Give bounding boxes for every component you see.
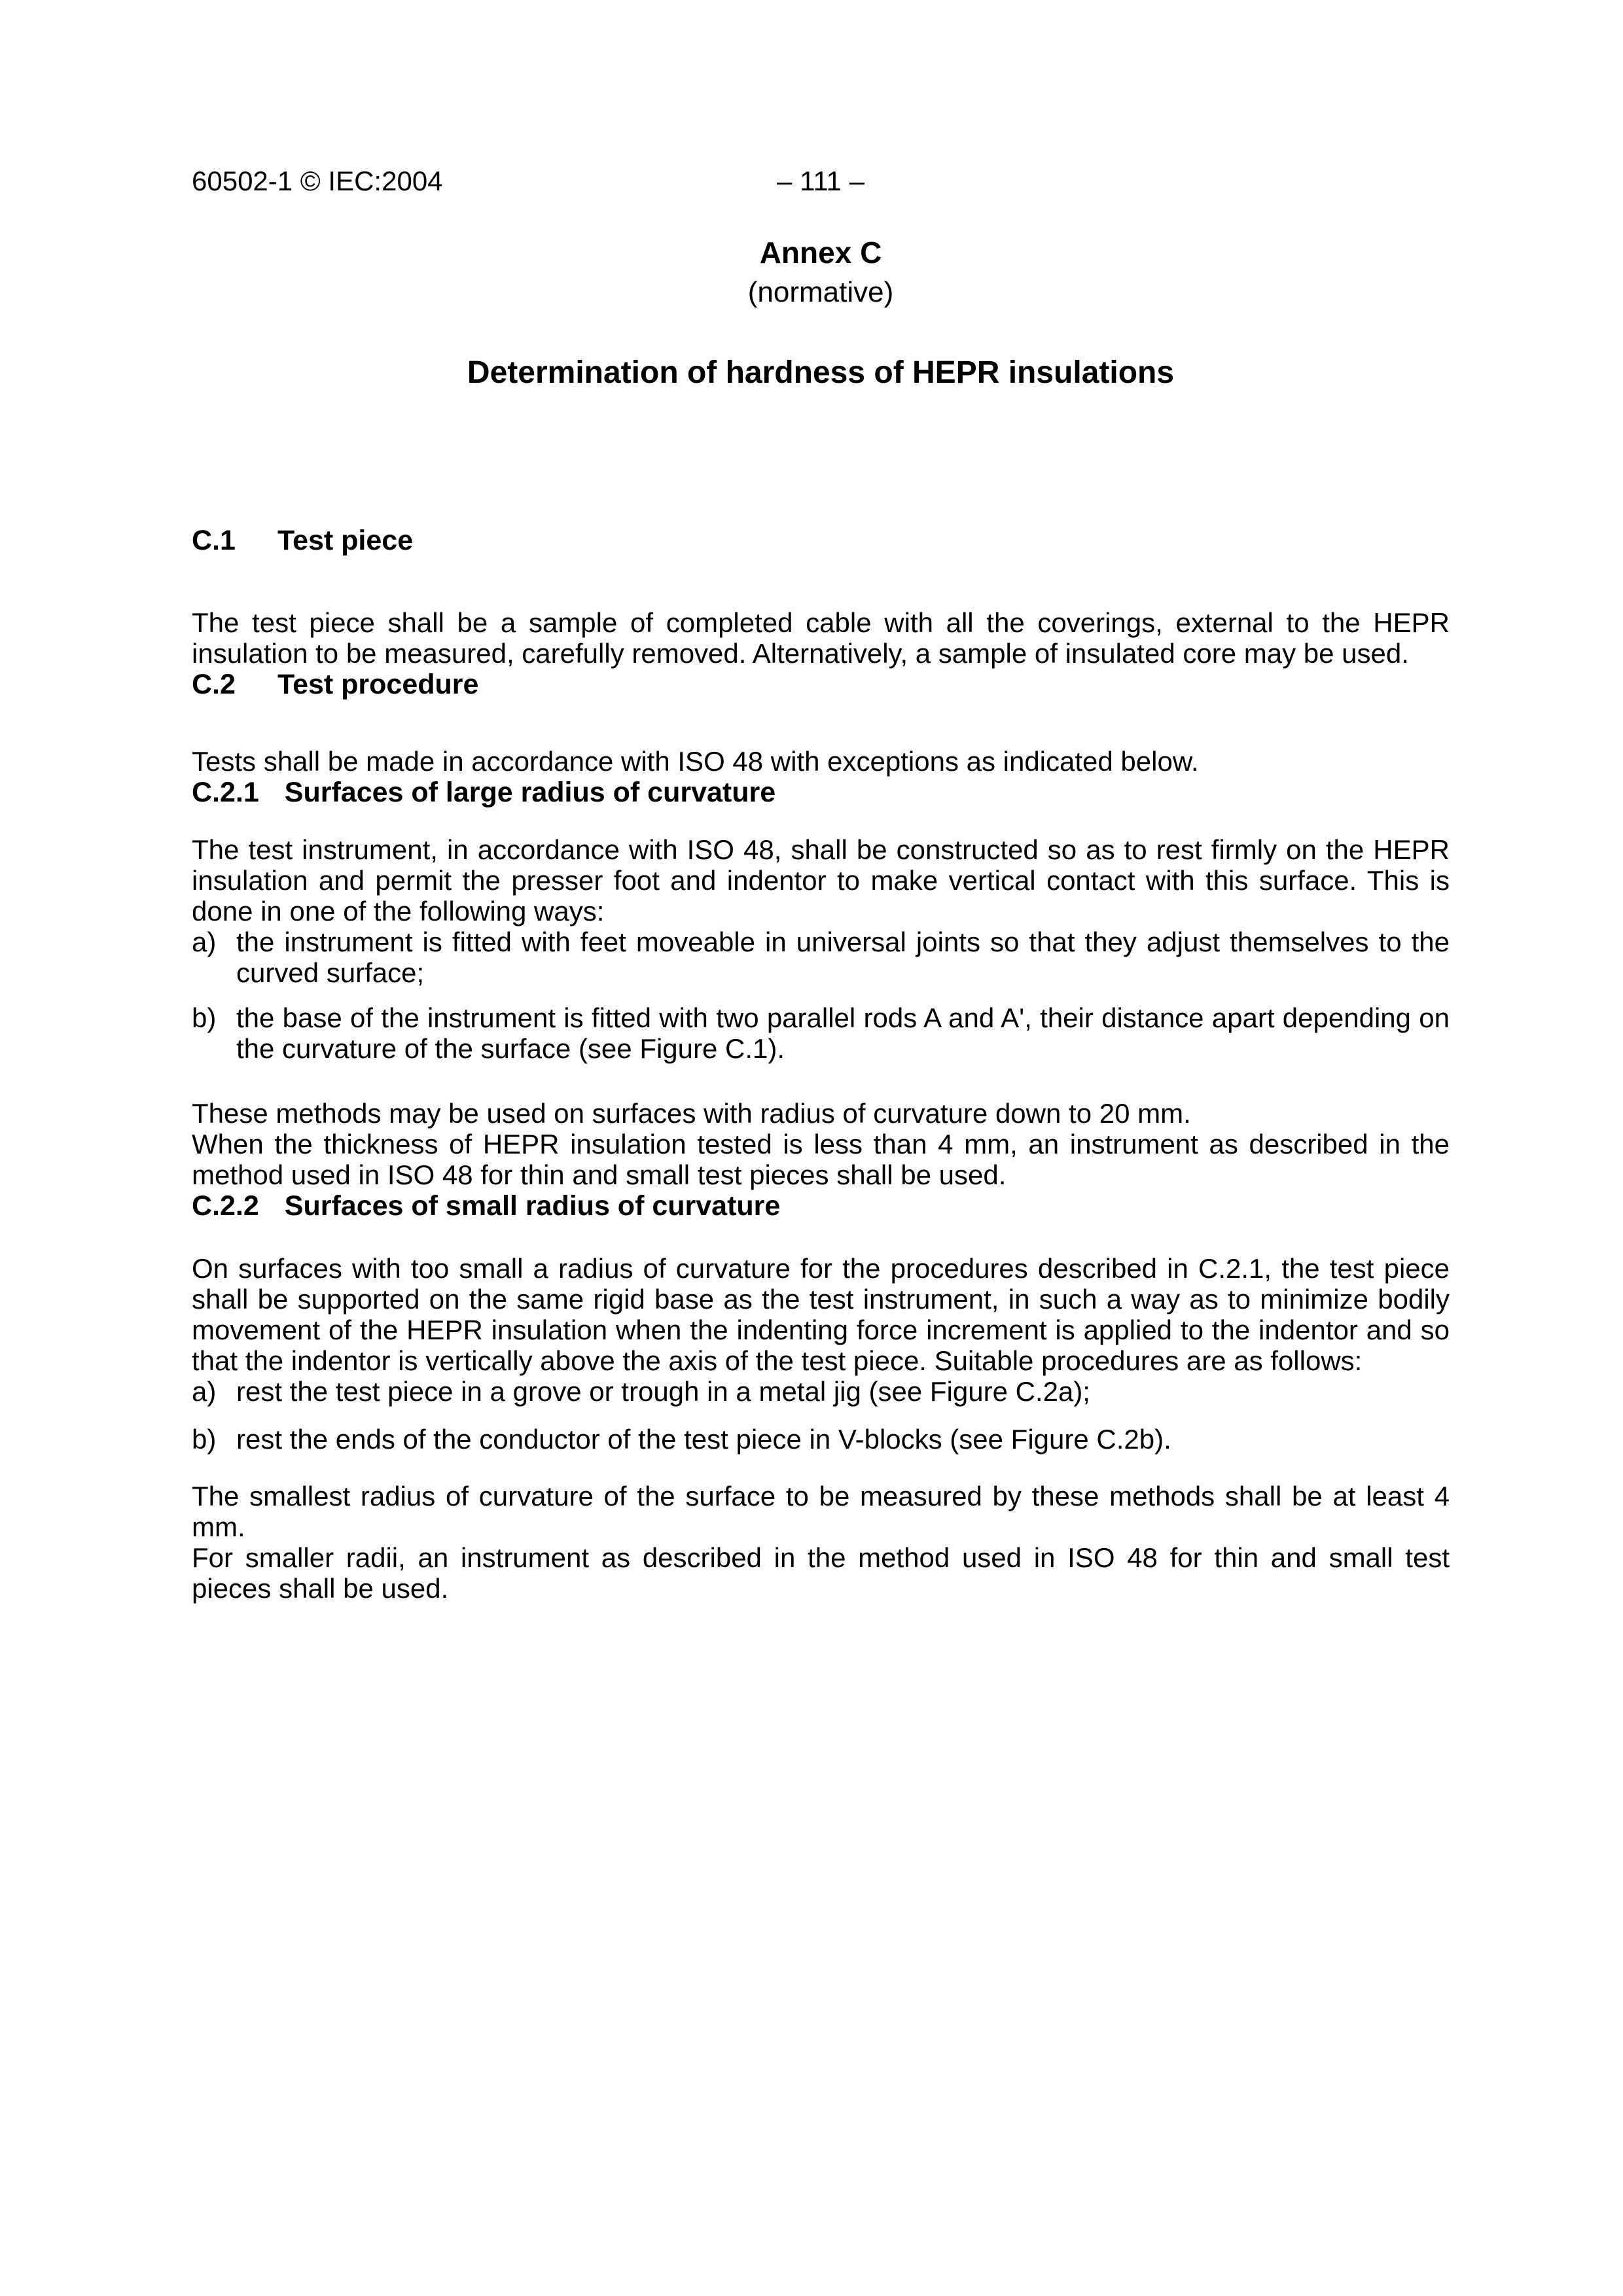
paragraph-c22-smallest-radius: The smallest radius of curvature of the surface to be measured by these methods shall be at least 4 mm. <box>192 1481 1450 1542</box>
section-number: C.2.2 <box>192 1190 259 1222</box>
page-header <box>192 166 1450 196</box>
section-heading-c2 <box>192 669 1450 700</box>
list-marker: b) <box>192 1002 217 1033</box>
annex-title: Determination of hardness of HEPR insulations <box>467 355 1175 390</box>
paragraph-c22-smaller-radii: For smaller radii, an instrument as described in the method used in ISO 48 for thin and small test pieces shall be used. <box>192 1542 1450 1604</box>
section-heading-c21 <box>192 777 1450 808</box>
section-title: Surfaces of large radius of curvature <box>284 777 776 808</box>
annex-status: (normative) <box>747 276 894 308</box>
section-heading-c22 <box>192 1190 1450 1222</box>
list-text: rest the ends of the conductor of the test piece in V-blocks (see Figure C.2b). <box>236 1424 1171 1455</box>
section-number: C.1 <box>192 525 236 556</box>
section-title: Surfaces of small radius of curvature <box>284 1190 781 1222</box>
paragraph-c21-intro: The test instrument, in accordance with ISO 48, shall be constructed so as to rest firmly on the HEPR insulation and permit the presser foot and indentor to make vertical contact with this surface. This is done in one of the following ways: <box>192 834 1450 927</box>
list-marker: a) <box>192 927 217 957</box>
paragraph-c2: Tests shall be made in accordance with ISO 48 with exceptions as indicated below. <box>192 746 1199 777</box>
paragraph-c1: The test piece shall be a sample of completed cable with all the coverings, external to the HEPR insulation to be measured, carefully removed. Alternatively, a sample of insulated core may be used. <box>192 607 1450 669</box>
list-item-b <box>192 1424 1450 1455</box>
section-heading-c1 <box>192 525 1450 556</box>
list-item-a <box>192 927 1450 988</box>
section-number: C.2.1 <box>192 777 259 808</box>
list-item-a <box>192 1376 1450 1407</box>
paragraph-c21-methods: These methods may be used on surfaces with radius of curvature down to 20 mm. <box>192 1098 1191 1129</box>
annex-heading: Annex C <box>759 236 882 270</box>
list-marker: b) <box>192 1424 217 1455</box>
section-number: C.2 <box>192 669 236 700</box>
list-text: rest the test piece in a grove or trough in a metal jig (see Figure C.2a); <box>236 1376 1090 1407</box>
list-text: the base of the instrument is fitted with two parallel rods A and A', their distance apart depending on the curvature of the surface (see Figure C.1). <box>236 1002 1450 1064</box>
section-title: Test procedure <box>277 669 479 700</box>
section-title: Test piece <box>277 525 414 556</box>
paragraph-c21-thickness: When the thickness of HEPR insulation tested is less than 4 mm, an instrument as described in the method used in ISO 48 for thin and small test pieces shall be used. <box>192 1129 1450 1190</box>
list-text: the instrument is fitted with feet moveable in universal joints so that they adjust themselves to the curved surface; <box>236 927 1450 988</box>
list-item-b <box>192 1002 1450 1064</box>
list-marker: a) <box>192 1376 217 1407</box>
paragraph-c22-intro: On surfaces with too small a radius of curvature for the procedures described in C.2.1, the test piece shall be supported on the same rigid base as the test instrument, in such a way as to minimize bodily movement of the HEPR insulation when the indenting force increment is applied to the indentor and so that the indentor is vertically above the axis of the test piece. Suitable procedures are as follows: <box>192 1253 1450 1376</box>
document-reference: 60502-1 © IEC:2004 <box>192 166 443 196</box>
page-number: – 111 – <box>777 166 865 196</box>
